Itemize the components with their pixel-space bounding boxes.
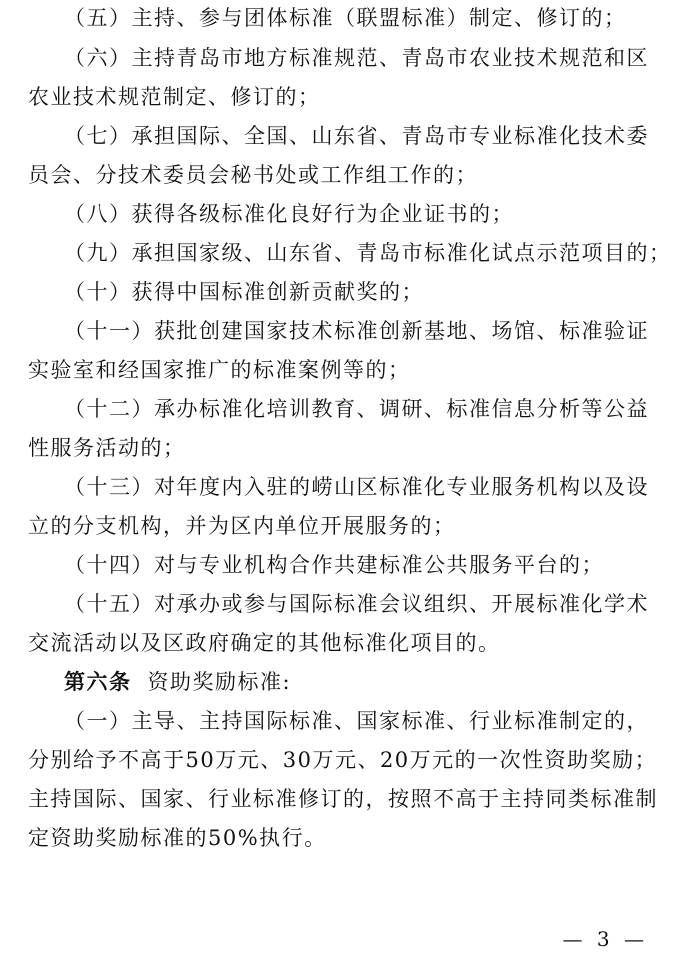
item-7-line-2: 员会、分技术委员会秘书处或工作组工作的； — [28, 163, 478, 187]
article-6-title: 资助奖励标准: — [147, 670, 292, 694]
article-6-item-1-line-4: 定资助奖励标准的50%执行。 — [28, 826, 327, 850]
article-6-item-1-line-2: 分别给予不高于50万元、30万元、20万元的一次性资助奖励； — [28, 748, 658, 772]
article-6-label: 第六条 — [64, 670, 132, 694]
item-12-line-1: （十二）承办标准化培训教育、调研、标准信息分析等公益 — [64, 397, 649, 421]
item-6-line-2: 农业技术规范制定、修订的； — [28, 85, 321, 109]
item-6-line-1: （六）主持青岛市地方标准规范、青岛市农业技术规范和区 — [64, 46, 649, 70]
page-number: — 3 — — [562, 927, 648, 951]
item-8: （八）获得各级标准化良好行为企业证书的； — [64, 202, 514, 226]
article-6-heading — [64, 667, 700, 697]
item-15-line-2: 交流活动以及区政府确定的其他标准化项目的。 — [28, 631, 501, 655]
item-13-line-1: （十三）对年度内入驻的崂山区标准化专业服务机构以及设 — [64, 475, 649, 499]
item-14: （十四）对与专业机构合作共建标准公共服务平台的； — [64, 553, 604, 577]
item-12-line-2: 性服务活动的； — [28, 436, 186, 460]
item-15-line-1: （十五）对承办或参与国际标准会议组织、开展标准化学术 — [64, 592, 649, 616]
item-11-line-1: （十一）获批创建国家技术标准创新基地、场馆、标准验证 — [64, 319, 649, 343]
item-13-line-2: 立的分支机构，并为区内单位开展服务的； — [28, 514, 456, 538]
article-6-item-1-line-1: （一）主导、主持国际标准、国家标准、行业标准制定的， — [64, 709, 649, 733]
item-7-line-1: （七）承担国际、全国、山东省、青岛市专业标准化技术委 — [64, 124, 649, 148]
item-9: （九）承担国家级、山东省、青岛市标准化试点示范项目的； — [64, 241, 672, 265]
article-6-item-1-line-3: 主持国际、国家、行业标准修订的，按照不高于主持同类标准制 — [28, 787, 658, 811]
item-11-line-2: 实验室和经国家推广的标准案例等的； — [28, 358, 411, 382]
item-10: （十）获得中国标准创新贡献奖的； — [64, 280, 424, 304]
item-5: （五）主持、参与团体标准（联盟标准）制定、修订的； — [64, 6, 627, 30]
